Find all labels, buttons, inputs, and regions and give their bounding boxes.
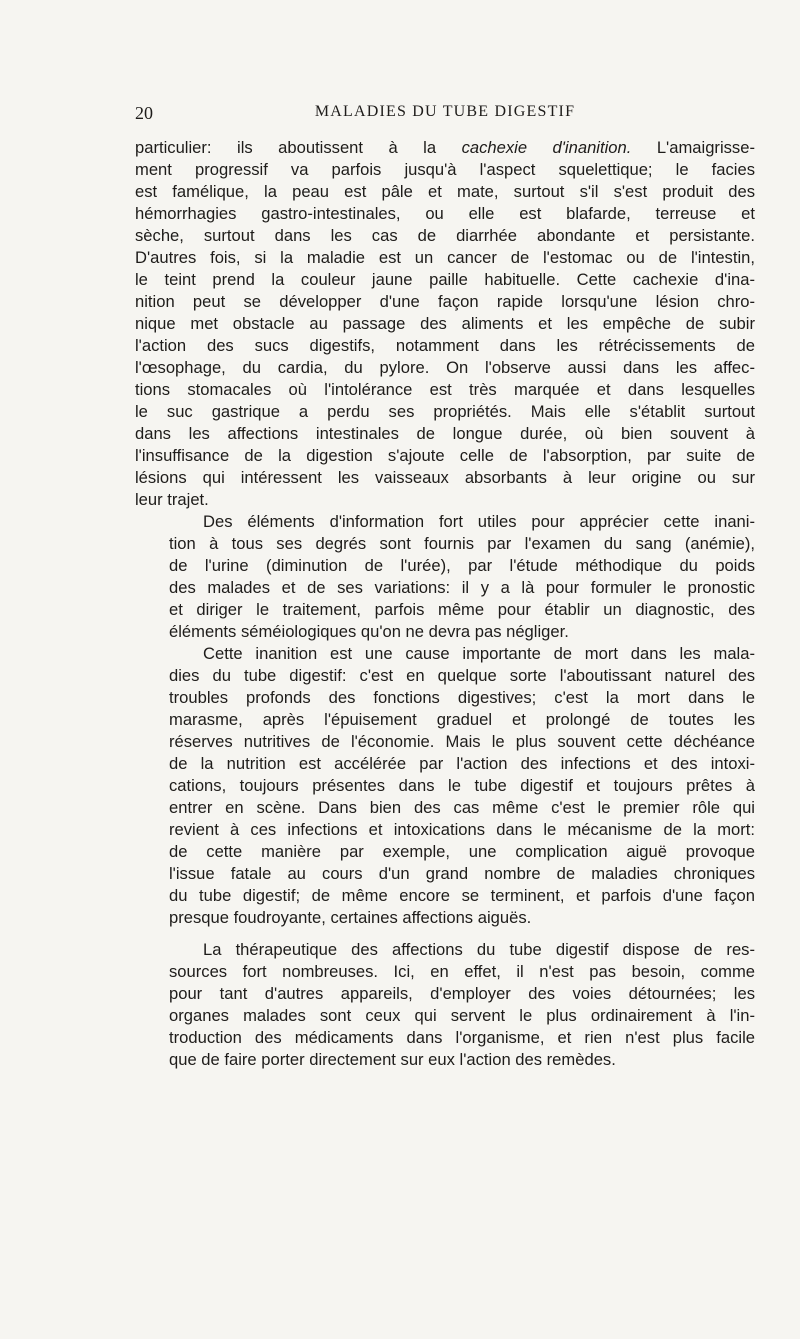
- text-line: éléments séméiologiques qu'on ne devra pas négliger.: [169, 622, 569, 641]
- text-line: du tube digestif; de même encore se terminent, et parfois d'une façon: [169, 886, 755, 905]
- text-line: ment progressif va parfois jusqu'à l'aspect squelettique; le facies: [135, 160, 755, 179]
- paragraph: [135, 643, 755, 929]
- text-line: des malades et de ses variations: il y a là pour formuler le pronostic: [169, 578, 755, 597]
- paragraph: [135, 511, 755, 643]
- text-line: de la nutrition est accélérée par l'action des infections et des intoxi-: [169, 754, 755, 773]
- text-line: hémorrhagies gastro-intestinales, ou elle est blafarde, terreuse et: [135, 204, 755, 223]
- paragraph: [135, 137, 755, 511]
- text-line: revient à ces infections et intoxications dans le mécanisme de la mort:: [169, 820, 755, 839]
- text-line: Des éléments d'information fort utiles pour apprécier cette inani-: [203, 512, 755, 531]
- text-line: marasme, après l'épuisement graduel et prolongé de toutes les: [169, 710, 755, 729]
- text-line: troduction des médicaments dans l'organisme, et rien n'est plus facile: [169, 1028, 755, 1047]
- text-line: entrer en scène. Dans bien des cas même c'est le premier rôle qui: [169, 798, 755, 817]
- text-line: tions stomacales où l'intolérance est très marquée et dans lesquelles: [135, 380, 755, 399]
- text-line: nique met obstacle au passage des aliments et les empêche de subir: [135, 314, 755, 333]
- page-number: 20: [135, 103, 153, 123]
- text-line: est famélique, la peau est pâle et mate, surtout s'il s'est produit des: [135, 182, 755, 201]
- text-line: leur trajet.: [135, 490, 209, 509]
- text-line: troubles profonds des fonctions digestives; c'est la mort dans le: [169, 688, 755, 707]
- text-line: presque foudroyante, certaines affections aiguës.: [169, 908, 532, 927]
- text-line: et diriger le traitement, parfois même pour établir un diagnostic, des: [169, 600, 755, 619]
- text-line: Cette inanition est une cause importante de mort dans les mala-: [203, 644, 755, 663]
- text-line: particulier: ils aboutissent à la cachexie d'inanition. L'amaigrisse-: [135, 138, 755, 157]
- text-line: sources fort nombreuses. Ici, en effet, il n'est pas besoin, comme: [169, 962, 755, 981]
- text-line: pour tant d'autres appareils, d'employer des voies détournées; les: [169, 984, 755, 1003]
- text-line: de cette manière par exemple, une complication aiguë provoque: [169, 842, 755, 861]
- running-title: MALADIES DU TUBE DIGESTIF: [314, 103, 576, 120]
- body-text: [135, 137, 755, 1071]
- text-line: l'œsophage, du cardia, du pylore. On l'observe aussi dans les affec-: [135, 358, 755, 377]
- text-line: sèche, surtout dans les cas de diarrhée abondante et persistante.: [135, 226, 755, 245]
- text-line: La thérapeutique des affections du tube digestif dispose de res-: [203, 940, 755, 959]
- text-line: tion à tous ses degrés sont fournis par l'examen du sang (anémie),: [169, 534, 755, 553]
- text-line: de l'urine (diminution de l'urée), par l'étude méthodique du poids: [169, 556, 755, 575]
- text-line: l'issue fatale au cours d'un grand nombre de maladies chroniques: [169, 864, 755, 883]
- text-line: D'autres fois, si la maladie est un cancer de l'estomac ou de l'intestin,: [135, 248, 755, 267]
- text-line: l'action des sucs digestifs, notamment dans les rétrécissements de: [135, 336, 755, 355]
- italic-term: cachexie d'inanition.: [461, 138, 632, 157]
- text-line: cations, toujours présentes dans le tube digestif et toujours prêtes à: [169, 776, 755, 795]
- text-line: le teint prend la couleur jaune paille habituelle. Cette cachexie d'ina-: [135, 270, 755, 289]
- paragraph: [135, 939, 755, 1071]
- text-line: l'insuffisance de la digestion s'ajoute celle de l'absorption, par suite de: [135, 446, 755, 465]
- text-line: réserves nutritives de l'économie. Mais le plus souvent cette déchéance: [169, 732, 755, 751]
- page-header: [135, 103, 755, 129]
- text-line: le suc gastrique a perdu ses propriétés. Mais elle s'établit surtout: [135, 402, 755, 421]
- text-line: que de faire porter directement sur eux l'action des remèdes.: [169, 1050, 616, 1069]
- text-line: dans les affections intestinales de longue durée, où bien souvent à: [135, 424, 755, 443]
- text-line: dies du tube digestif: c'est en quelque sorte l'aboutissant naturel des: [169, 666, 755, 685]
- text-line: lésions qui intéressent les vaisseaux absorbants à leur origine ou sur: [135, 468, 755, 487]
- text-line: nition peut se développer d'une façon rapide lorsqu'une lésion chro-: [135, 292, 755, 311]
- text-line: organes malades sont ceux qui servent le plus ordinairement à l'in-: [169, 1006, 755, 1025]
